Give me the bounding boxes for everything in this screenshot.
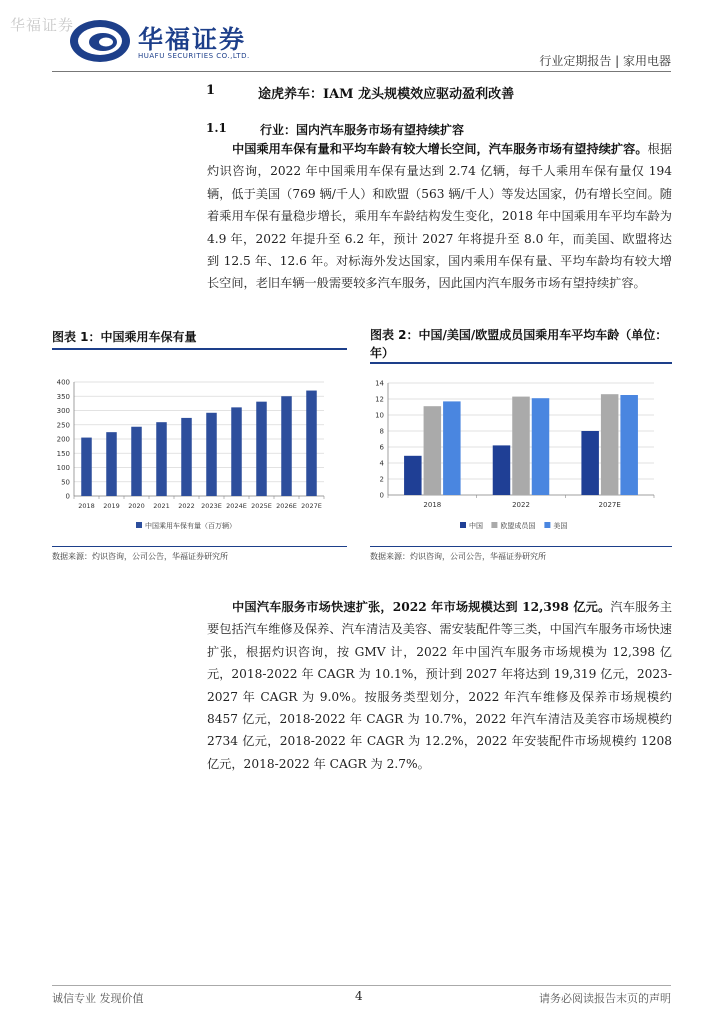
figure-2-title: 图表 2：中国/美国/欧盟成员国乘用车平均车龄（单位：年） <box>370 328 668 360</box>
x-tick-label: 2020 <box>128 502 145 510</box>
y-tick-label: 250 <box>56 421 70 430</box>
y-tick-label: 300 <box>56 407 70 415</box>
bar-2027E-中国 <box>581 431 599 495</box>
x-tick-label: 2027E <box>301 502 322 510</box>
y-tick-label: 2 <box>379 475 384 484</box>
bar-2023E-中国乘用车保有量（百万辆） <box>206 413 217 496</box>
y-tick-label: 4 <box>379 459 384 468</box>
figure-2-source: 数据来源：灼识咨询，公司公告，华福证券研究所 <box>370 552 546 561</box>
logo-mark-icon <box>68 18 132 64</box>
bar-2022-中国 <box>493 445 511 495</box>
chart-passenger-car-ownership <box>52 366 347 541</box>
bar-2022-中国乘用车保有量（百万辆） <box>181 418 192 496</box>
figure-1-source: 数据来源：灼识咨询，公司公告，华福证券研究所 <box>52 552 228 561</box>
bar-2018-中国 <box>404 456 422 495</box>
page-number: 4 <box>355 989 363 1003</box>
bar-2019-中国乘用车保有量（百万辆） <box>106 432 117 496</box>
y-tick-label: 350 <box>56 392 70 401</box>
figure-1-title: 图表 1：中国乘用车保有量 <box>52 330 197 344</box>
legend-label: 欧盟成员国 <box>500 522 536 530</box>
paragraph-2 <box>207 596 672 775</box>
y-tick-label: 0 <box>65 492 70 501</box>
paragraph-1-body: 根据灼识咨询，2022 年中国乘用车保有量达到 2.74 亿辆，每千人乘用车保有量仅 194 辆，低于美国（769 辆/千人）和欧盟（563 辆/千人）等发达国家，仍有增长空间。随着乘用车保有量稳步增长，乘用车车龄结构发生变化，2018 年中国乘用车平均车龄为 4.9 年，2022 年提升至 6.2 年，预计 2027 年将提升至 8.0 年，而美国、欧盟将达到 12.5 年、12.6 年。对标海外发达国家，国内乘用车保有量、平均车龄均有较大增长空间，老旧车辆一般需要较多汽车服务，因此国内汽车服务市场有望持续扩容。 <box>207 142 673 291</box>
company-logo <box>68 18 268 68</box>
bar-2025E-中国乘用车保有量（百万辆） <box>256 402 267 496</box>
legend-label: 美国 <box>553 522 568 530</box>
bar-2020-中国乘用车保有量（百万辆） <box>131 427 142 496</box>
y-tick-label: 100 <box>56 464 70 472</box>
logo-english-name: HUAFU SECURITIES CO.,LTD. <box>138 52 250 60</box>
y-tick-label: 200 <box>56 435 70 444</box>
bar-2022-美国 <box>532 398 550 495</box>
x-tick-label: 2018 <box>423 501 442 509</box>
legend-label: 中国 <box>469 522 483 530</box>
section-number: 1 <box>206 83 216 98</box>
paragraph-2-body: 汽车服务主要包括汽车维修及保养、汽车清洁及美容、需安装配件等三类，中国汽车服务市场快速扩张，根据灼识咨询，按 GMV 计，2022 年中国汽车服务市场规模为 12,398 亿元，2018-2022 年 CAGR 为 10.1%，预计到 2027 年将达到 19,319 亿元，2023-2027 年 CAGR 为 9.0%。按服务类型划分，2022 年汽车维修及保养市场规模约 8457 亿元，2018-2022 年 CAGR 为 10.7%，2022 年汽车清洁及美容市场规模约 2734 亿元，2018-2022 年 CAGR 为 12.2%，2022 年安装配件市场规模约 1208 亿元，2018-2022 年 CAGR 为 2.7%。 <box>207 600 673 771</box>
footer-disclaimer: 请务必阅读报告末页的声明 <box>539 992 671 1005</box>
y-tick-label: 6 <box>379 443 384 452</box>
bar-2022-欧盟成员国 <box>512 397 530 495</box>
subsection-title: 行业：国内汽车服务市场有望持续扩容 <box>260 123 465 137</box>
x-tick-label: 2018 <box>78 502 95 510</box>
chart-average-vehicle-age <box>370 372 672 542</box>
y-tick-label: 10 <box>375 411 384 420</box>
legend-swatch-美国 <box>544 522 550 528</box>
paragraph-1-lead: 中国乘用车保有量和平均车龄有较大增长空间，汽车服务市场有望持续扩容。 <box>232 142 648 156</box>
y-tick-label: 0 <box>379 491 384 500</box>
figure-2-top-rule <box>370 362 672 364</box>
bar-2021-中国乘用车保有量（百万辆） <box>156 422 167 496</box>
bar-2027E-美国 <box>620 395 638 495</box>
bar-2027E-欧盟成员国 <box>601 394 619 495</box>
x-tick-label: 2026E <box>276 502 297 510</box>
report-type-label: 行业定期报告 | 家用电器 <box>539 54 671 68</box>
x-tick-label: 2022 <box>178 502 195 510</box>
y-tick-label: 12 <box>375 395 384 404</box>
figure-2-bottom-rule <box>370 546 672 547</box>
section-title: 途虎养车：IAM 龙头规模效应驱动盈利改善 <box>258 87 515 102</box>
bar-2018-中国乘用车保有量（百万辆） <box>81 438 92 496</box>
y-tick-label: 8 <box>379 427 384 436</box>
footer-divider <box>52 985 671 986</box>
figure-1-bottom-rule <box>52 546 347 547</box>
x-tick-label: 2021 <box>153 502 170 510</box>
legend-swatch-中国乘用车保有量（百万辆） <box>136 522 142 528</box>
header-divider <box>52 71 671 72</box>
x-tick-label: 2024E <box>226 502 247 510</box>
y-tick-label: 150 <box>56 449 70 458</box>
logo-chinese-name: 华福证券 <box>138 25 247 54</box>
bar-2024E-中国乘用车保有量（百万辆） <box>231 407 242 496</box>
bar-2018-美国 <box>443 401 461 495</box>
paragraph-2-lead: 中国汽车服务市场快速扩张，2022 年市场规模达到 12,398 亿元。 <box>232 600 611 614</box>
bar-2018-欧盟成员国 <box>424 406 442 495</box>
x-tick-label: 2025E <box>251 502 272 510</box>
x-tick-label: 2023E <box>201 502 222 510</box>
legend-swatch-中国 <box>460 522 466 528</box>
y-tick-label: 14 <box>375 379 384 388</box>
x-tick-label: 2027E <box>598 501 621 509</box>
bar-2027E-中国乘用车保有量（百万辆） <box>306 391 317 496</box>
subsection-number: 1.1 <box>206 121 227 135</box>
x-tick-label: 2022 <box>512 501 530 509</box>
paragraph-1 <box>207 138 672 295</box>
y-tick-label: 50 <box>61 478 70 487</box>
y-tick-label: 400 <box>56 378 70 387</box>
legend-swatch-欧盟成员国 <box>491 522 497 528</box>
bar-2026E-中国乘用车保有量（百万辆） <box>281 396 292 496</box>
x-tick-label: 2019 <box>103 502 120 510</box>
legend-label: 中国乘用车保有量（百万辆） <box>145 522 236 530</box>
footer-slogan: 诚信专业 发现价值 <box>52 992 144 1005</box>
figure-1-top-rule <box>52 348 347 350</box>
watermark: 华福证券 <box>10 16 75 34</box>
